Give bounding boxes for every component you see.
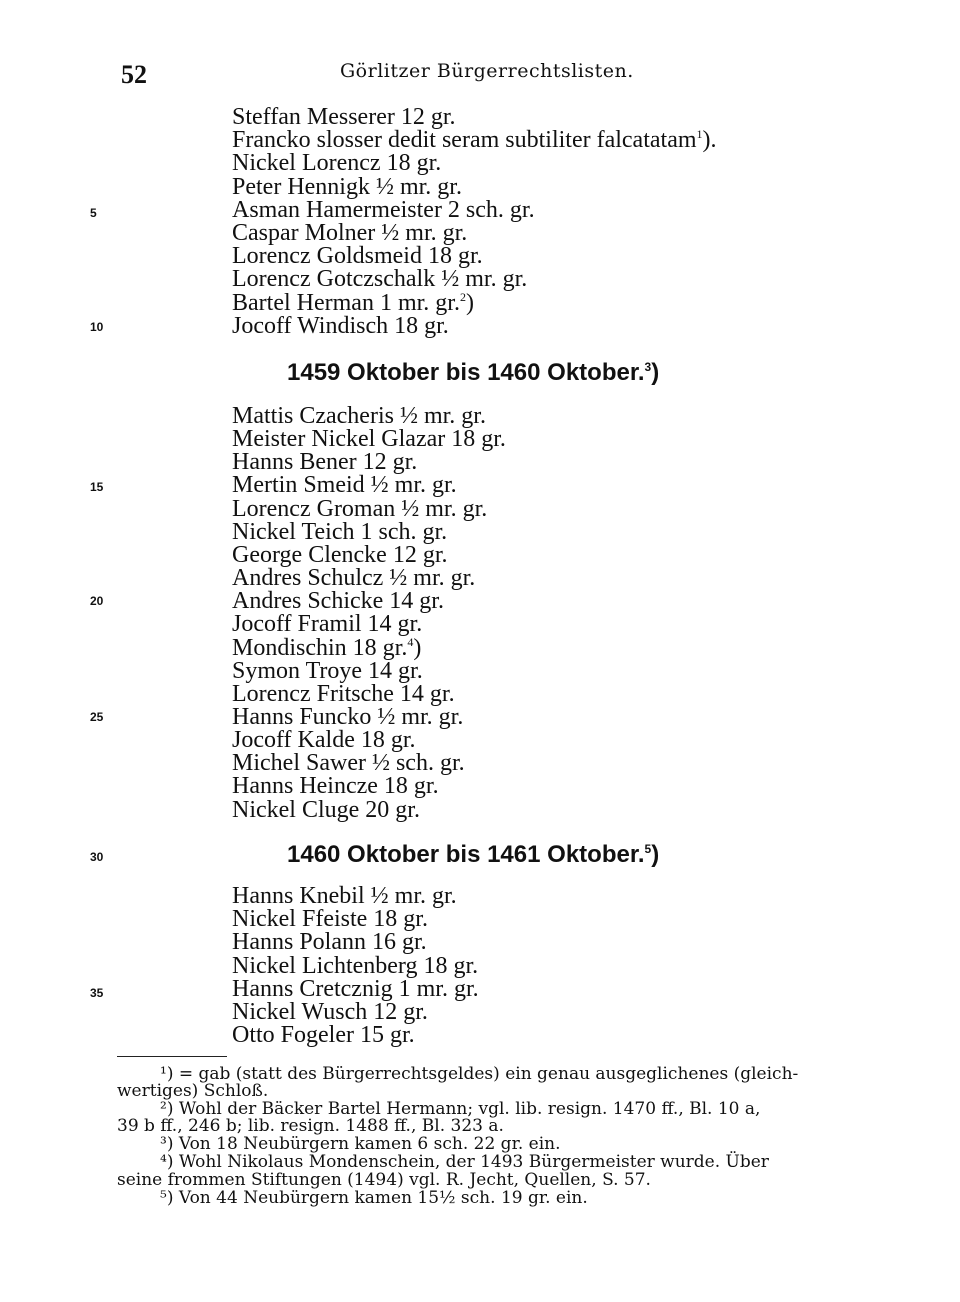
entry-line: Jocoff Windisch 18 gr.	[232, 312, 449, 339]
entry-line: Jocoff Framil 14 gr.	[232, 611, 423, 638]
entry-line: Peter Hennigk ½ mr. gr.	[232, 173, 462, 200]
footnote-line: ¹) = gab (statt des Bürgerrechtsgeldes) ein genau ausgeglichenes (gleich-	[160, 1064, 799, 1084]
entry-line: Caspar Molner ½ mr. gr.	[232, 220, 468, 246]
entry-line: Nickel Wusch 12 gr.	[232, 999, 428, 1025]
margin-line-number: 15	[90, 480, 104, 494]
entry-line: Hanns Bener 12 gr.	[232, 449, 418, 476]
entry-line: Mertin Smeid ½ mr. gr.	[232, 472, 457, 499]
entry-line: Nickel Lichtenberg 18 gr.	[232, 952, 479, 979]
entry-line: Andres Schicke 14 gr.	[232, 588, 444, 615]
entry-line: Lorencz Gotczschalk ½ mr. gr.	[232, 266, 528, 293]
entry-line: Mondischin 18 gr.$^4$)	[232, 634, 422, 661]
margin-line-number: 5	[90, 206, 97, 220]
footnote-line: 39 b ff., 246 b; lib. resign. 1488 ff., Bl. 323 a.	[117, 1116, 504, 1136]
page-number: 52	[121, 60, 147, 89]
entry-line: Symon Troye 14 gr.	[232, 657, 423, 684]
entry-line: Nickel Cluge 20 gr.	[232, 796, 420, 823]
entry-line: Hanns Polann 16 gr.	[232, 929, 427, 956]
margin-line-number: 30	[90, 850, 104, 864]
section-heading-1459: 1459 Oktober bis 1460 Oktober.$^3$)	[287, 359, 660, 386]
entry-line: Nickel Lorencz 18 gr.	[232, 150, 442, 177]
entry-line: Otto Fogeler 15 gr.	[232, 1022, 415, 1049]
entry-line: Hanns Knebil ½ mr. gr.	[232, 883, 457, 909]
entry-line: Lorencz Goldsmeid 18 gr.	[232, 243, 483, 270]
entry-line: Hanns Cretcznig 1 mr. gr.	[232, 975, 479, 1002]
footnote-rule	[117, 1056, 227, 1057]
entry-line: Francko slosser dedit seram subtiliter falcatatam$^1$).	[232, 127, 717, 154]
entry-line: Nickel Ffeiste 18 gr.	[232, 906, 428, 933]
footnote-line: seine frommen Stiftungen (1494) vgl. R. Jecht, Quellen, S. 57.	[117, 1170, 651, 1190]
entry-line: Andres Schulcz ½ mr. gr.	[232, 565, 476, 592]
footnote-line: ²) Wohl der Bäcker Bartel Hermann; vgl. lib. resign. 1470 ff., Bl. 10 a,	[160, 1099, 761, 1119]
margin-line-number: 35	[90, 986, 104, 1000]
section-heading-1460: 1460 Oktober bis 1461 Oktober.$^5$)	[287, 841, 660, 868]
entry-line: Lorencz Fritsche 14 gr.	[232, 680, 455, 707]
footnote-line: ³) Von 18 Neubürgern kamen 6 sch. 22 gr. ein.	[160, 1134, 561, 1154]
entry-line: Mattis Czacheris ½ mr. gr.	[232, 403, 486, 429]
entry-line: Michel Sawer ½ sch. gr.	[232, 750, 465, 777]
entry-line: Hanns Funcko ½ mr. gr.	[232, 703, 464, 730]
footnote-line: ⁵) Von 44 Neubürgern kamen 15½ sch. 19 gr. ein.	[160, 1188, 588, 1208]
entry-line: Hanns Heincze 18 gr.	[232, 773, 439, 800]
entry-line: Steffan Messerer 12 gr.	[232, 104, 456, 130]
running-title: Görlitzer Bürgerrechtslisten.	[340, 60, 634, 82]
entry-line: Meister Nickel Glazar 18 gr.	[232, 426, 506, 453]
margin-line-number: 25	[90, 710, 104, 724]
footnote-line: wertiges) Schloß.	[117, 1081, 269, 1101]
margin-line-number: 20	[90, 594, 104, 608]
entry-line: Bartel Herman 1 mr. gr.$^2$)	[232, 289, 474, 316]
entry-line: George Clencke 12 gr.	[232, 541, 448, 568]
margin-line-number: 10	[90, 320, 104, 334]
entry-line: Asman Hamermeister 2 sch. gr.	[232, 196, 535, 223]
footnote-line: ⁴) Wohl Nikolaus Mondenschein, der 1493 Bürgermeister wurde. Über	[160, 1152, 769, 1172]
entry-line: Jocoff Kalde 18 gr.	[232, 727, 416, 754]
entry-line: Lorencz Groman ½ mr. gr.	[232, 495, 488, 522]
entry-line: Nickel Teich 1 sch. gr.	[232, 518, 448, 545]
